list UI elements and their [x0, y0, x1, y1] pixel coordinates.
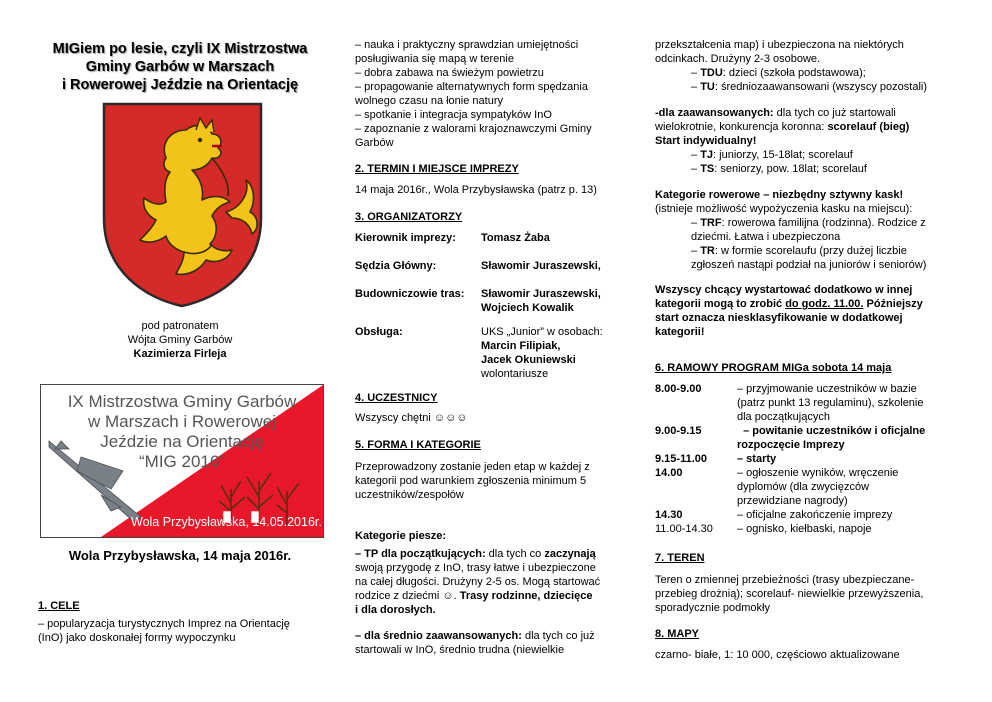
banner-text: IX Mistrzostwa Gminy Garbów w Marszach i Rowerowej Jeździe na Orientację “MIG 2016”	[67, 392, 297, 471]
section-8-title: 8. MAPY	[655, 628, 700, 640]
goals-list: – nauka i praktyczny sprawdzian umiejętności posługiwania się mapą w terenie – dobra zabawa na świeżym powietrzu – propagowanie alternatywnych form spędzania wolnego czasu na łonie natury – spotkanie i integracja sympatyków InO – zapoznanie z walorami krajoznawczymi Gminy Garbów	[355, 39, 592, 149]
tm-continuation: przekształcenia map) i ubezpieczona na niektórych odcinkach. Drużyny 2-3 osobowe. – TDU: dzieci (szkoła podstawowa); – TU: średniozaawansowani (wszyscy pozostali)	[655, 39, 928, 93]
org-name-4: UKS „Junior” w osobach: Marcin Filipiak, Jacek Okuniewski wolontariusze	[481, 326, 603, 380]
section-8-text: czarno- białe, 1: 10 000, częściowo aktualizowane	[655, 649, 900, 661]
section-4-title: 4. UCZESTNICY	[355, 392, 438, 404]
section-7-title: 7. TEREN	[655, 552, 705, 564]
extra-category-note: Wszyscy chcący wystartować dodatkowo w innej kategorii mogą to zrobić do godz. 11.00. Późniejszy start oznacza niesklasyfikowanie w dodatkowej kategorii!	[655, 284, 923, 338]
org-role-3: Budowniczowie tras:	[355, 288, 465, 300]
category-advanced: -dla zaawansowanych: dla tych co już startowali wielokrotnie, konkurencja koronna: scorelauf (bieg) Start indywidualny! – TJ: juniorzy, 15-18lat; scorelauf – TS: seniorzy, pow. 18lat; scorelauf	[655, 107, 910, 175]
patron-name: Kazimierza Firleja	[133, 348, 227, 360]
program-table: 8.00-9.00 – przyjmowanie uczestników w bazie (patrz punkt 13 regulaminu), szkolenie dla początkujących 9.00-9.15 – powitanie uczestników i oficjalne rozpoczęcie Imprezy 9.15-11.00 – starty 14.00 – ogłoszenie wyników, wręczenie dyplomów (dla zwycięzców przewidziane nagrody) 14.30 – oficjalne zakończenie imprezy 11.00-14.30 – ognisko, kiełbaski, napoje	[655, 383, 926, 535]
document-title: MIGiem po lesie, czyli IX Mistrzostwa Gminy Garbów w Marszach i Rowerowej Jeździe na Orientację	[52, 41, 308, 93]
org-name-3: Sławomir Juraszewski, Wojciech Kowalik	[481, 288, 601, 314]
section-5-title: 5. FORMA I KATEGORIE	[355, 439, 481, 451]
section-2-title: 2. TERMIN I MIEJSCE IMPREZY	[355, 163, 519, 175]
event-banner	[40, 384, 324, 538]
patronage: pod patronatem Wójta Gminy Garbów Kazimierza Firleja	[30, 319, 330, 361]
section-7-text: Teren o zmiennej przebieżności (trasy ubezpieczane- przebieg drożnią); scorelauf- niewielkie przewyższenia, sporadycznie podmokły	[655, 574, 924, 614]
section-3-title: 3. ORGANIZATORZY	[355, 211, 463, 223]
bike-categories: Kategorie rowerowe – niezbędny sztywny kask! (istnieje możliwość wypożyczenia kasku na miejscu): – TRF: rowerowa familijna (rodzinna). Rodzice z dziećmi. Łatwa i ubezpieczona – TR: w formie scorelaufu (przy dużej liczbie zgłoszeń nastąpi podział na juniorów i seniorów)	[655, 189, 927, 271]
org-role-2: Sędzia Główny:	[355, 260, 437, 272]
section-4-text: Wszyscy chętni ☺☺☺	[355, 412, 468, 424]
category-tp: – TP dla początkujących: dla tych co zaczynają swoją przygodę z InO, trasy łatwe i ubezpieczone na całej długości. Drużyny 2-5 os. Mogą startować rodzice z dziećmi ☺. Trasy rodzinne, dziecięce i dla dorosłych.	[355, 548, 601, 616]
category-tm: – dla średnio zaawansowanych: dla tych co już startowali w InO, średnio trudna (niewielkie	[355, 630, 595, 656]
section-2-text: 14 maja 2016r., Wola Przybysławska (patrz p. 13)	[355, 184, 597, 196]
org-name-2: Sławomir Juraszewski,	[481, 260, 601, 272]
place-date: Wola Przybysławska, 14 maja 2016r.	[68, 548, 292, 563]
banner-footer: Wola Przybysławska, 14.05.2016r.	[131, 515, 322, 529]
coat-of-arms-logo	[100, 100, 265, 310]
org-name-1: Tomasz Żaba	[481, 232, 550, 244]
section-5-text: Przeprowadzony zostanie jeden etap w każdej z kategorii pod warunkiem zgłoszenia minimum 5 uczestników/zespołów	[355, 461, 590, 501]
section-1-text: – popularyzacja turystycznych Imprez na Orientację (InO) jako doskonałej formy wypoczynku	[38, 618, 290, 644]
section-1-title: 1. CELE	[38, 600, 80, 612]
org-role-4: Obsługa:	[355, 326, 403, 338]
org-role-1: Kierownik imprezy:	[355, 232, 456, 244]
walking-categories-title: Kategorie piesze:	[355, 530, 447, 542]
section-6-title: 6. RAMOWY PROGRAM MIGa sobota 14 maja	[655, 362, 892, 374]
